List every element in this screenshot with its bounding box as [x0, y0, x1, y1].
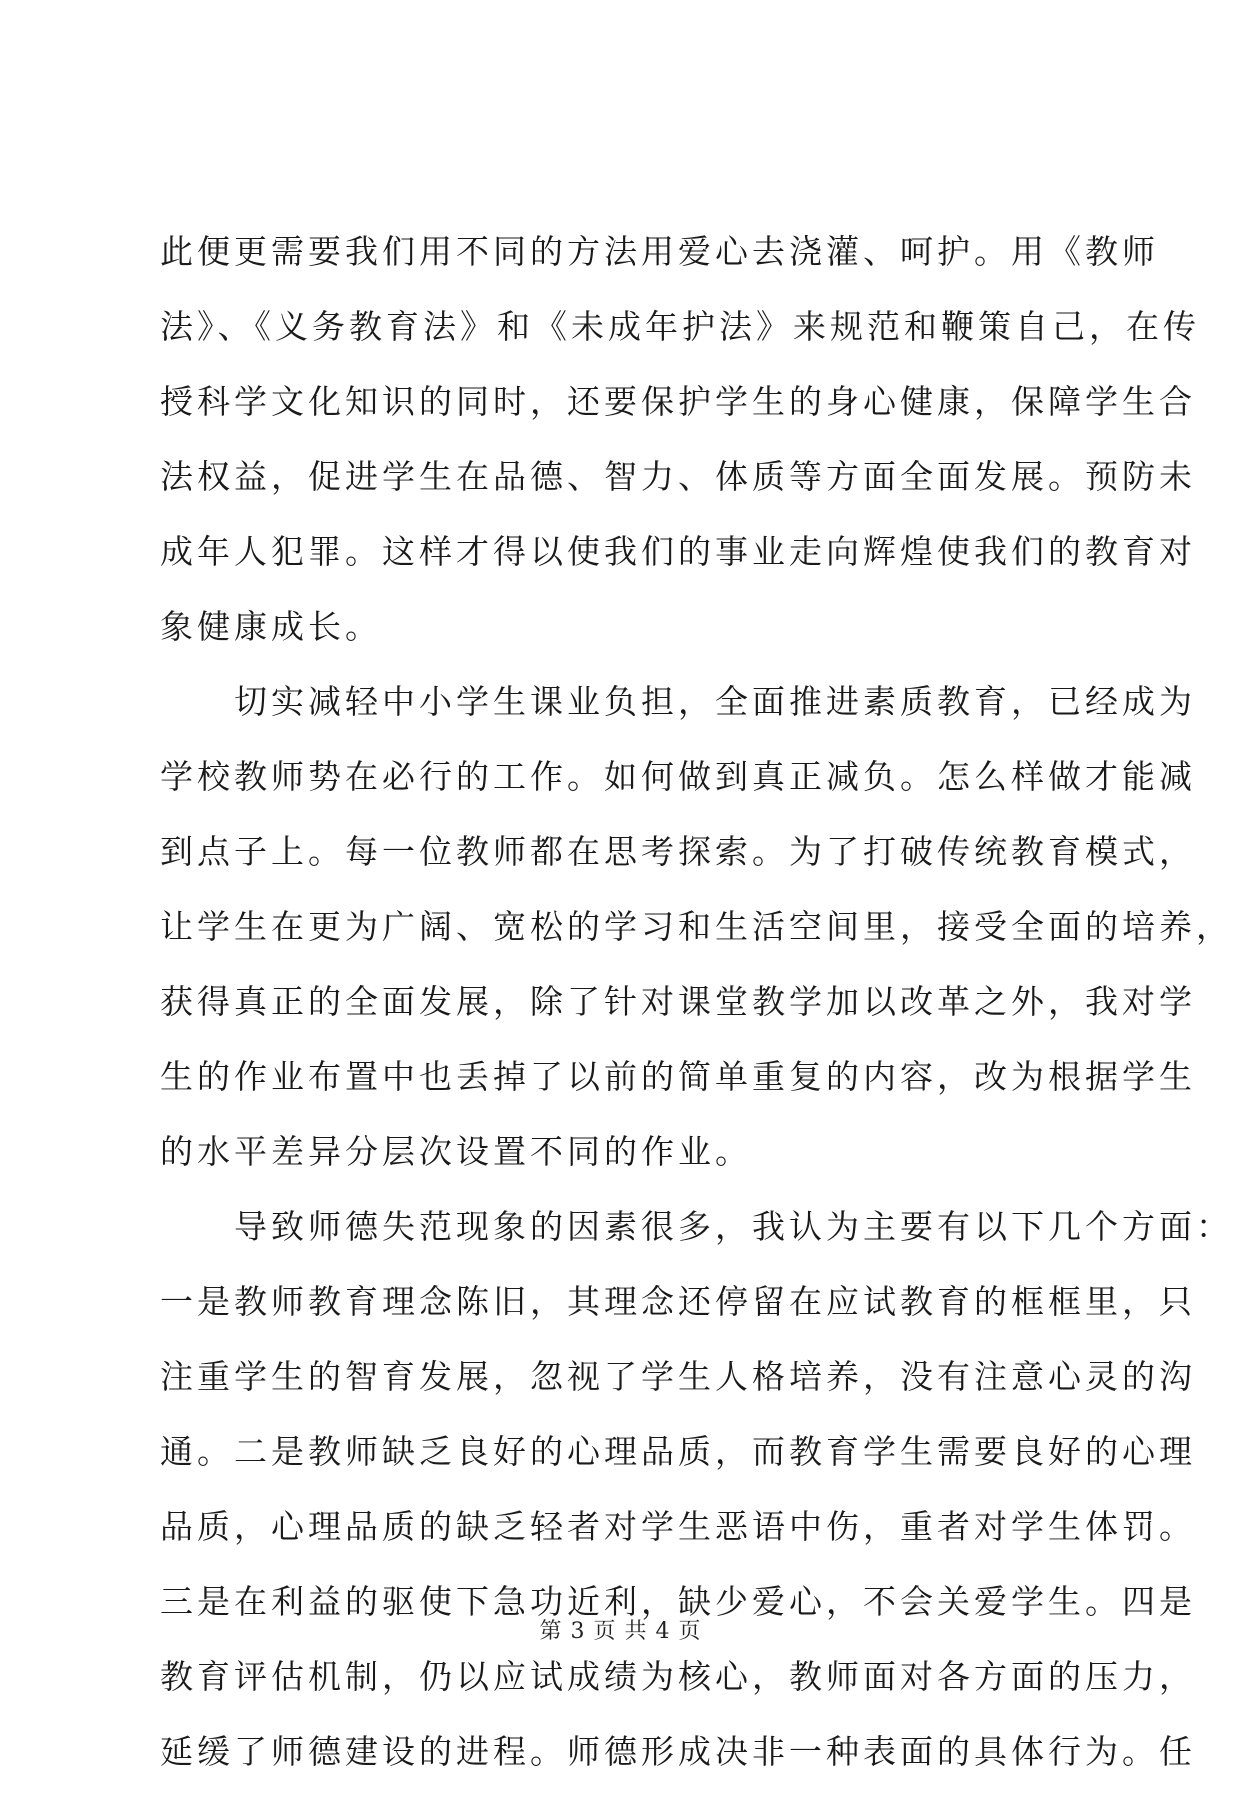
text-line: 学校教师势在必行的工作。如何做到真正减负。怎么样做才能减	[160, 757, 1196, 796]
text-line: 成年人犯罪。这样才得以使我们的事业走向辉煌使我们的教育对	[160, 532, 1196, 571]
text-line: 此便更需要我们用不同的方法用爱心去浇灌、呵护。用《教师	[160, 232, 1159, 271]
text-line: 切实减轻中小学生课业负担，全面推进素质教育，已经成为	[160, 682, 1196, 721]
text-line: 法》、《义务教育法》和《未成年护法》来规范和鞭策自己，在传	[160, 307, 1200, 346]
text-line: 注重学生的智育发展，忽视了学生人格培养，没有注意心灵的沟	[160, 1357, 1196, 1396]
page-footer: 第 3 页 共 4 页	[539, 1619, 702, 1644]
text-line: 三是在利益的驱使下急功近利，缺少爱心，不会关爱学生。四是	[160, 1582, 1196, 1621]
text-line: 象健康成长。	[160, 607, 382, 646]
text-line: 教育评估机制，仍以应试成绩为核心，教师面对各方面的压力，	[160, 1657, 1196, 1696]
text-line: 一是教师教育理念陈旧，其理念还停留在应试教育的框框里，只	[160, 1282, 1196, 1321]
text-line: 品质，心理品质的缺乏轻者对学生恶语中伤，重者对学生体罚。	[160, 1507, 1196, 1546]
body-text	[160, 224, 1233, 1799]
text-line: 获得真正的全面发展，除了针对课堂教学加以改革之外，我对学	[160, 982, 1196, 1021]
text-line: 导致师德失范现象的因素很多，我认为主要有以下几个方面：	[160, 1207, 1233, 1246]
text-line: 法权益，促进学生在品德、智力、体质等方面全面发展。预防未	[160, 457, 1196, 496]
text-line: 通。二是教师缺乏良好的心理品质，而教育学生需要良好的心理	[160, 1432, 1196, 1471]
text-line: 让学生在更为广阔、宽松的学习和生活空间里，接受全面的培养，	[160, 907, 1233, 946]
text-line: 生的作业布置中也丢掉了以前的简单重复的内容，改为根据学生	[160, 1057, 1196, 1096]
text-line: 授科学文化知识的同时，还要保护学生的身心健康，保障学生合	[160, 382, 1196, 421]
text-line: 延缓了师德建设的进程。师德形成决非一种表面的具体行为。任	[160, 1732, 1196, 1771]
text-line: 的水平差异分层次设置不同的作业。	[160, 1132, 752, 1171]
text-line: 到点子上。每一位教师都在思考探索。为了打破传统教育模式，	[160, 832, 1196, 871]
